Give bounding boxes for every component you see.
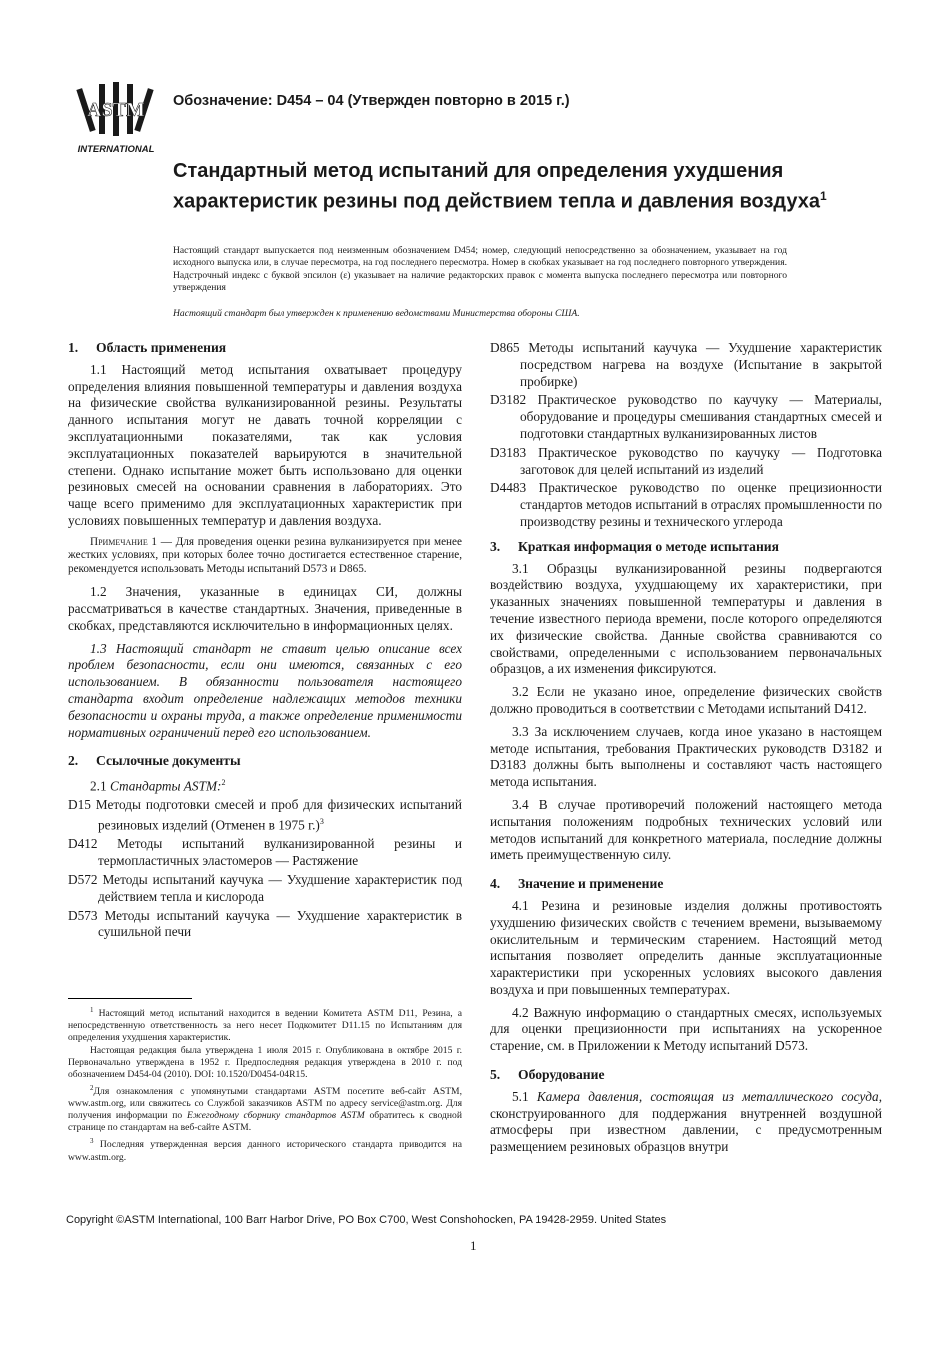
para-1-3: 1.3 Настоящий стандарт не ставит целью описание всех проблем безопасности, если они имеются, связанных с его использованием. В обязанности пользователя настоящего стандарта входит определение надлежащих методов техники безопасности и охраны труда, а также определение применимости нормативных ограничений перед его использованием. xyxy=(68,640,462,740)
ref-d572: D572 Методы испытаний каучука — Ухудшение характеристик под действием тепла и кислорода xyxy=(68,872,462,904)
section-5-heading: 5. Оборудование xyxy=(490,1067,605,1083)
para-1-1: 1.1 Настоящий метод испытания охватывает процедуру определения влияния повышенной температуры и давления воздуха на физические свойства вулканизированной резины. Результаты данного испытания могут не давать точной корреляции с эксплуатационными показателями, так как условия эксплуатационных показателей варьируются в значительной степени. Однако испытание может быть использовано для оценки резиновых смесей на основании сравнения в лабораториях. Это чаще всего применимо для эксплуатационных характеристик при условиях повышенных температур и давления воздуха. xyxy=(68,361,462,528)
sub-2-1: 2.1 Стандарты ASTM:$^2$ xyxy=(90,778,226,794)
section-1-heading: 1. Область применения xyxy=(68,340,227,355)
para-3-4: 3.4 В случае противоречий положений настоящего метода испытания положениям подробных технических условий или методов испытаний для конкретного материала, последние должны иметь преимущественную силу. xyxy=(490,796,882,863)
logo-top-text: ASTM xyxy=(87,99,145,121)
title-footnote-mark: 1 xyxy=(819,189,827,203)
ref-d573: D573 Методы испытаний каучука — Ухудшение характеристик в сушильной печи xyxy=(68,907,462,940)
para-5-1: 5.1 Камера давления, состоящая из металлического сосуда, сконструированного для поддержания внутренней воздушной атмосферы при известном давлении, с предусмотренным размещением резиновых образцов внутри xyxy=(490,1088,883,1155)
left-column xyxy=(68,340,462,943)
ref-d15: D15 Методы подготовки смесей и проб для физических испытаний резиновых изделий (Отменен в 1975 г.)$^3$ xyxy=(68,797,462,833)
approval-text: Настоящий стандарт был утвержден к применению ведомствами Министерства обороны США. xyxy=(173,308,580,319)
section-4-heading: 4. Значение и применение xyxy=(490,876,664,892)
note-1: Примечание 1 — Для проведения оценки резина вулканизируется при менее жестких условиях, при которых более точно достигается естественное старение, рекомендуется использовать Методы испытаний D573 и D865. xyxy=(68,535,462,575)
title-text: Стандартный метод испытаний для определения ухудшения характеристик резины под действием тепла и давления воздуха xyxy=(173,160,820,213)
logo-bottom-text: INTERNATIONAL xyxy=(77,144,155,155)
para-3-3: 3.3 За исключением случаев, когда иное указано в настоящем методе испытания, требования Практических руководств D3182 и D3183 должны быть выполнены и составляют часть настоящего метода испытания. xyxy=(490,723,882,790)
footnotes xyxy=(68,1004,462,1165)
footnote-1b: Настоящая редакция была утверждена 1 июля 2015 г. Опубликована в октябре 2015 г. Первоначально утверждена в 1952 г. Предпоследняя редакция утверждена в 2010 г. под обозначением D454-04 (2010). DOI: 10.1520/D0454-04R15. xyxy=(68,1045,462,1081)
footnote-1: $^1$ Настоящий метод испытаний находится в ведении Комитета ASTM D11, Резина, а непосредственную ответственность за него несет Подкомитет D11.15 по Испытаниям для определения ухудшения характеристик. xyxy=(68,1006,462,1044)
copyright-line: Copyright ©ASTM International, 100 Barr Harbor Drive, PO Box C700, West Conshohocken, PA 19428-2959. United States xyxy=(66,1214,667,1226)
document-title xyxy=(173,159,893,215)
section-2-heading: 2. Ссылочные документы xyxy=(68,753,241,769)
footnote-2: $^2$Для ознакомления с упомянутыми стандартами ASTM посетите веб-сайт ASTM, www.astm.org, или свяжитесь со Службой заказчиков ASTM по адресу service@astm.org. Для получения информации по Ежегодному сборнику стандартов ASTM обратитесь к сводной странице по стандартам на веб-сайте ASTM. xyxy=(68,1084,462,1134)
ref-d412: D412 Методы испытаний вулканизированной резины и термопластичных эластомеров — Растяжение xyxy=(68,836,462,869)
ref-d3183: D3183 Практическое руководство по каучуку — Подготовка заготовок для целей испытаний из изделий xyxy=(490,444,882,477)
para-3-2: 3.2 Если не указано иное, определение физических свойств должно проводиться в соответствии с Методами испытаний D412. xyxy=(490,684,882,716)
section-3-heading: 3. Краткая информация о методе испытания xyxy=(490,538,779,554)
footnote-divider xyxy=(68,998,192,999)
astm-logo xyxy=(73,82,159,156)
para-4-1: 4.1 Резина и резиновые изделия должны противостоять ухудшению физических свойств с течением времени, вызываемому окислительным и термическим старением. Настоящий метод испытания позволяет определить данные эксплуатационные характеристики при ускоренных условиях высокого давления воздуха и при повышенных температурах. xyxy=(490,897,882,997)
page-number: 1 xyxy=(470,1238,477,1253)
designation: Обозначение: D454 – 04 (Утвержден повторно в 2015 г.) xyxy=(173,93,570,109)
para-1-2: 1.2 Значения, указанные в единицах СИ, должны рассматриваться в качестве стандартных. Значения, приведенные в скобках, представляются исключительно в информационных целях. xyxy=(68,584,462,633)
right-column xyxy=(490,340,882,1162)
ref-d865: D865 Методы испытаний каучука — Ухудшение характеристик посредством нагрева на воздухе (Испытание в закрытой пробирке) xyxy=(490,340,882,389)
intro-text: Настоящий стандарт выпускается под неизменным обозначением D454; номер, следующий непосредственно за обозначением, указывает на год исходного выпуска или, в случае пересмотра, на год последнего пересмотра. Номер в скобках указывает на год последнего повторного утверждения. Надстрочный индекс с буквой эпсилон (ε) указывает на наличие редакторских правок с момента выпуска последнего пересмотра или повторного утверждения xyxy=(173,245,787,294)
ref-d3182: D3182 Практическое руководство по каучуку — Материалы, оборудование и процедуры смешивания стандартных смесей и подготовки стандартных вулканизированных листов xyxy=(490,392,882,441)
para-3-1: 3.1 Образцы вулканизированной резины подвергаются воздействию воздуха, ухудшающему их характеристики, при указанных значениях повышенной температуры и давления в течение известного периода времени, после которого определяются их физические свойства. Данные свойства сравниваются со свойствами, определенными с использованием первоначальных образцов, а их изменения фиксируются. xyxy=(490,560,882,677)
para-4-2: 4.2 Важную информацию о стандартных смесях, используемых для оценки прецизионности при испытаниях на ускоренное старение, см. в Приложении к Методу испытаний D573. xyxy=(490,1004,882,1054)
footnote-3: $^3$ Последняя утвержденная версия данного исторического стандарта приводится на www.astm.org. xyxy=(68,1137,462,1163)
ref-d4483: D4483 Практическое руководство по оценке прецизионности стандартов методов испытаний в отраслях промышленности по производству резины и технического углерода xyxy=(490,480,882,529)
